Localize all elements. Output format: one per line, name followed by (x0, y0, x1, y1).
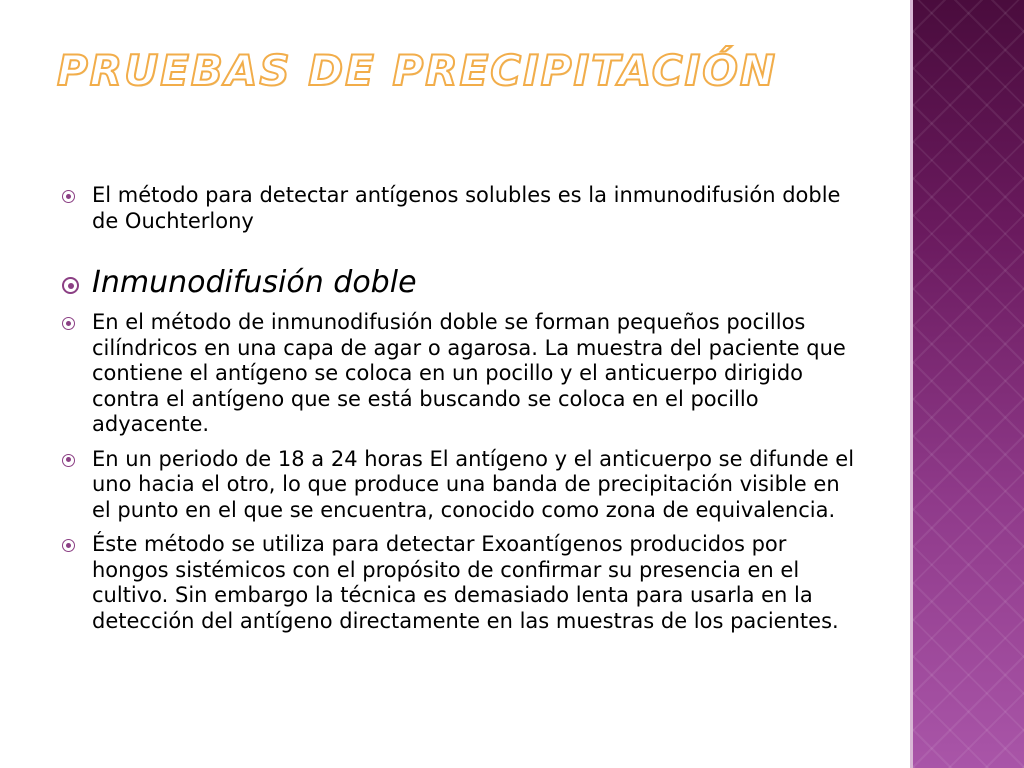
side-band-edge (910, 0, 913, 768)
decorative-side-band (913, 0, 1024, 768)
bullet-text: En un periodo de 18 a 24 horas El antígeno y el anticuerpo se difunde el uno hacia el otro, lo que produce una banda de precipitación visible en el punto en el que se encuentra, conocido como zona de equivalencia. (92, 446, 855, 522)
circle-bullet-icon (62, 190, 75, 203)
circle-bullet-icon (62, 277, 79, 294)
bullet-text: Éste método se utiliza para detectar Exoantígenos producidos por hongos sistémicos con el propósito de confirmar su presencia en el cultivo. Sin embargo la técnica es demasiado lenta para usarla en la detección del antígeno directamente en las muestras de los pacientes. (92, 532, 839, 633)
circle-bullet-icon (62, 454, 75, 467)
circle-bullet-icon (62, 539, 75, 552)
circle-bullet-icon (62, 317, 75, 330)
bullet-item (62, 532, 862, 634)
bullet-item (62, 183, 862, 234)
bullet-item (62, 447, 862, 524)
bullet-text: El método para detectar antígenos solubles es la inmunodifusión doble de Ouchterlony (92, 183, 841, 233)
bullet-list (62, 183, 862, 634)
bullet-item (62, 310, 862, 438)
bullet-text: En el método de inmunodifusión doble se forman pequeños pocillos cilíndricos en una capa de agar o agarosa. La muestra del paciente que contiene el antígeno se coloca en un pocillo y el anticuerpo dirigido contra el antígeno que se está buscando se coloca en el pocillo adyacente. (92, 310, 846, 436)
bullet-item-heading (62, 265, 862, 301)
slide-title: PRUEBAS DE PRECIPITACIÓN (57, 46, 778, 95)
bullet-heading-text: Inmunodifusión doble (92, 265, 417, 300)
